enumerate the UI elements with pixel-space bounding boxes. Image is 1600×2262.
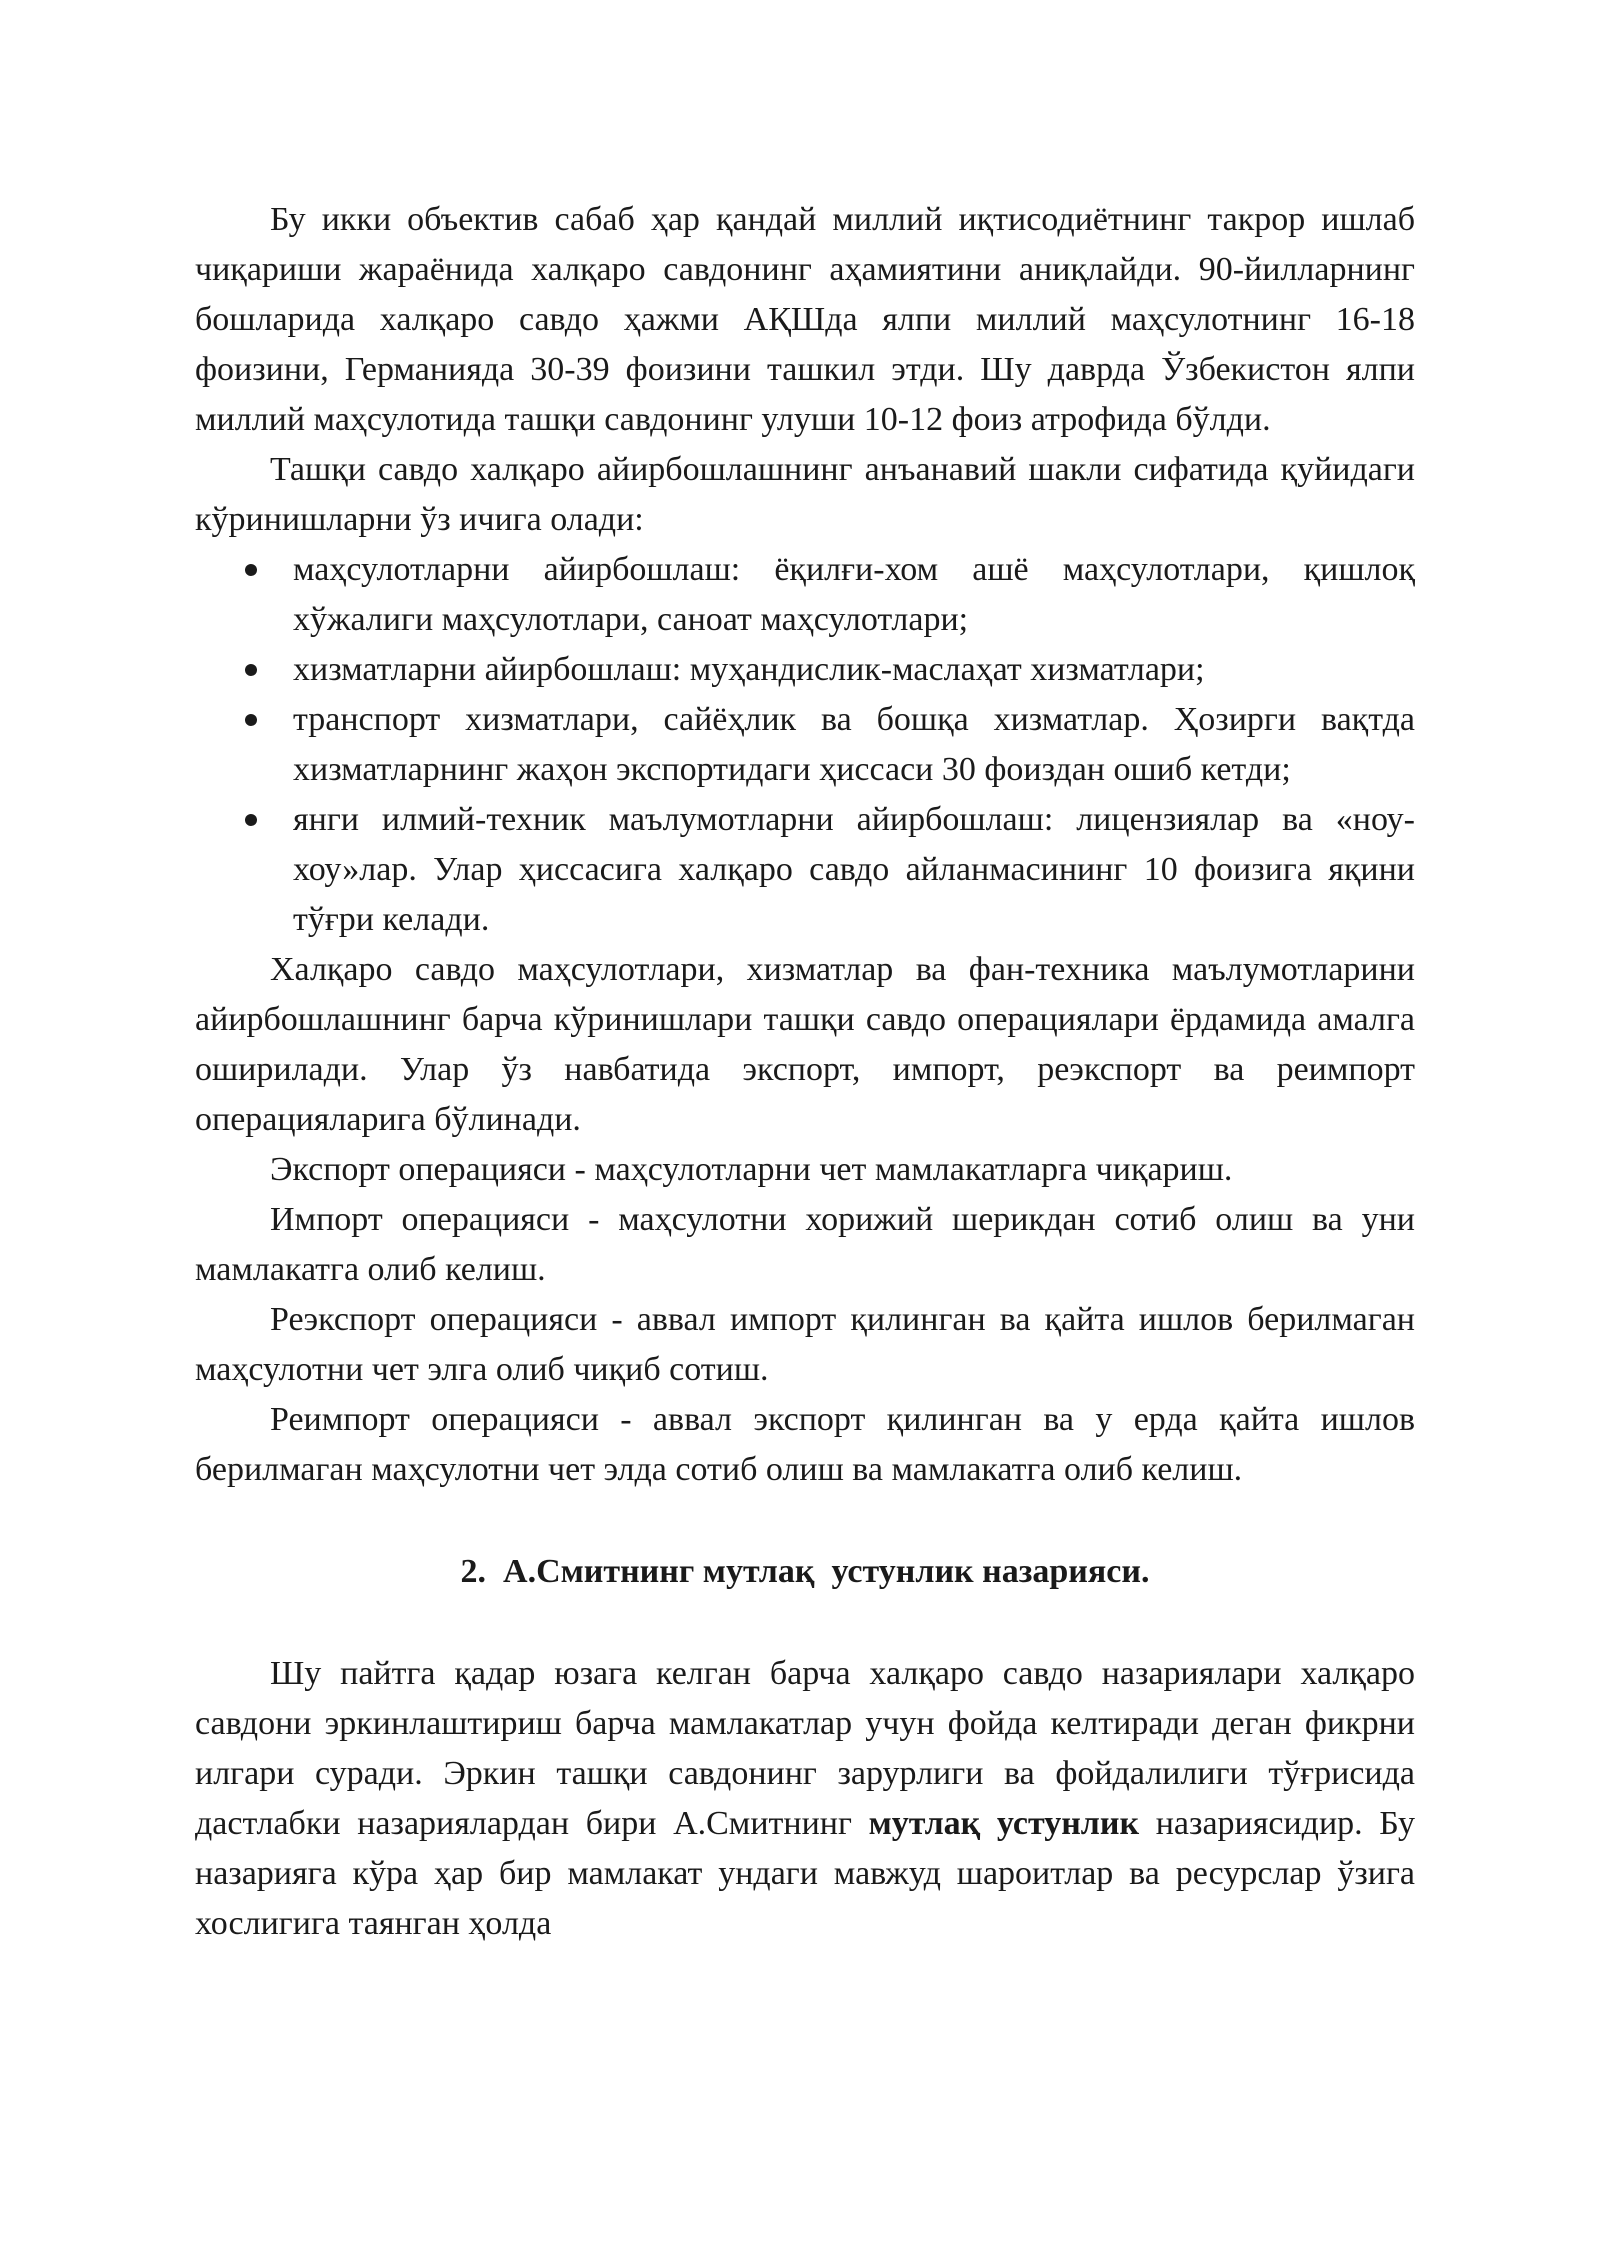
section-title: А.Смитнинг мутлақ устунлик назарияси.: [503, 1553, 1150, 1590]
bullet-icon: [245, 664, 257, 676]
list-item: [195, 645, 1415, 695]
list-item: [195, 545, 1415, 645]
list-item-text: хизматларни айирбошлаш: муҳандислик-маслаҳат хизматлари;: [293, 651, 1205, 688]
paragraph: Халқаро савдо маҳсулотлари, хизматлар ва фан-техника маълумотларини айирбошлашнинг барча кўринишлари ташқи савдо операциялари ёрдамида амалга оширилади. Улар ўз навбатида экспорт, импорт, реэкспорт ва реимпорт операцияларига бўлинади.: [195, 951, 1415, 1138]
list-item: [195, 795, 1415, 945]
bullet-icon: [245, 564, 257, 576]
section-heading: [195, 1547, 1415, 1597]
bullet-icon: [245, 714, 257, 726]
paragraph-text: Шу пайтга қадар юзага келган барча халқаро савдо назариялари халқаро савдони эркинлаштириш барча мамлакатлар учун фойда келтиради деган фикрни илгари суради. Эркин ташқи савдонинг зарурлиги ва фойдалилиги тўғрисида дастлабки назариялардан бири А.Смитнинг: [195, 1655, 1415, 1842]
paragraph-text: назариясидир. Бу назарияга кўра ҳар бир мамлакат ундаги мавжуд шароитлар ва ресурслар ўзига хослигига таянган ҳолда: [195, 1805, 1415, 1942]
paragraph: Ташқи савдо халқаро айирбошлашнинг анъанавий шакли сифатида қуйидаги кўринишларни ўз ичига олади:: [195, 451, 1415, 538]
list-item-text: янги илмий-техник маълумотларни айирбошлаш: лицензиялар ва «ноу-хоу»лар. Улар ҳиссасига халқаро савдо айланмасининг 10 фоизига яқини тўғри келади.: [293, 801, 1415, 938]
paragraph: Реимпорт операцияси - аввал экспорт қилинган ва у ерда қайта ишлов берилмаган маҳсулотни чет элда сотиб олиш ва мамлакатга олиб келиш.: [195, 1401, 1415, 1488]
bullet-list: [195, 545, 1415, 945]
bold-term: мутлақ устунлик: [868, 1805, 1140, 1842]
list-item-text: транспорт хизматлари, сайёҳлик ва бошқа хизматлар. Ҳозирги вақтда хизматларнинг жаҳон экспортидаги ҳиссаси 30 фоиздан ошиб кетди;: [293, 701, 1415, 788]
document-page: [195, 195, 1415, 1949]
paragraph: Экспорт операцияси - маҳсулотларни чет мамлакатларга чиқариш.: [270, 1151, 1233, 1188]
paragraph: [195, 1649, 1415, 1949]
paragraph: Импорт операцияси - маҳсулотни хорижий шерикдан сотиб олиш ва уни мамлакатга олиб келиш.: [195, 1201, 1415, 1288]
paragraph: Реэкспорт операцияси - аввал импорт қилинган ва қайта ишлов берилмаган маҳсулотни чет элга олиб чиқиб сотиш.: [195, 1301, 1415, 1388]
section-number: 2.: [460, 1553, 487, 1590]
list-item-text: маҳсулотларни айирбошлаш: ёқилғи-хом ашё маҳсулотлари, қишлоқ хўжалиги маҳсулотлари, саноат маҳсулотлари;: [293, 551, 1415, 638]
list-item: [195, 695, 1415, 795]
bullet-icon: [245, 814, 257, 826]
paragraph: Бу икки объектив сабаб ҳар қандай миллий иқтисодиётнинг такрор ишлаб чиқариши жараёнида халқаро савдонинг аҳамиятини аниқлайди. 90-йилларнинг бошларида халқаро савдо ҳажми АҚШда ялпи миллий маҳсулотнинг 16-18 фоизини, Германияда 30-39 фоизини ташкил этди. Шу даврда Ўзбекистон ялпи миллий маҳсулотида ташқи савдонинг улуши 10-12 фоиз атрофида бўлди.: [195, 201, 1415, 438]
